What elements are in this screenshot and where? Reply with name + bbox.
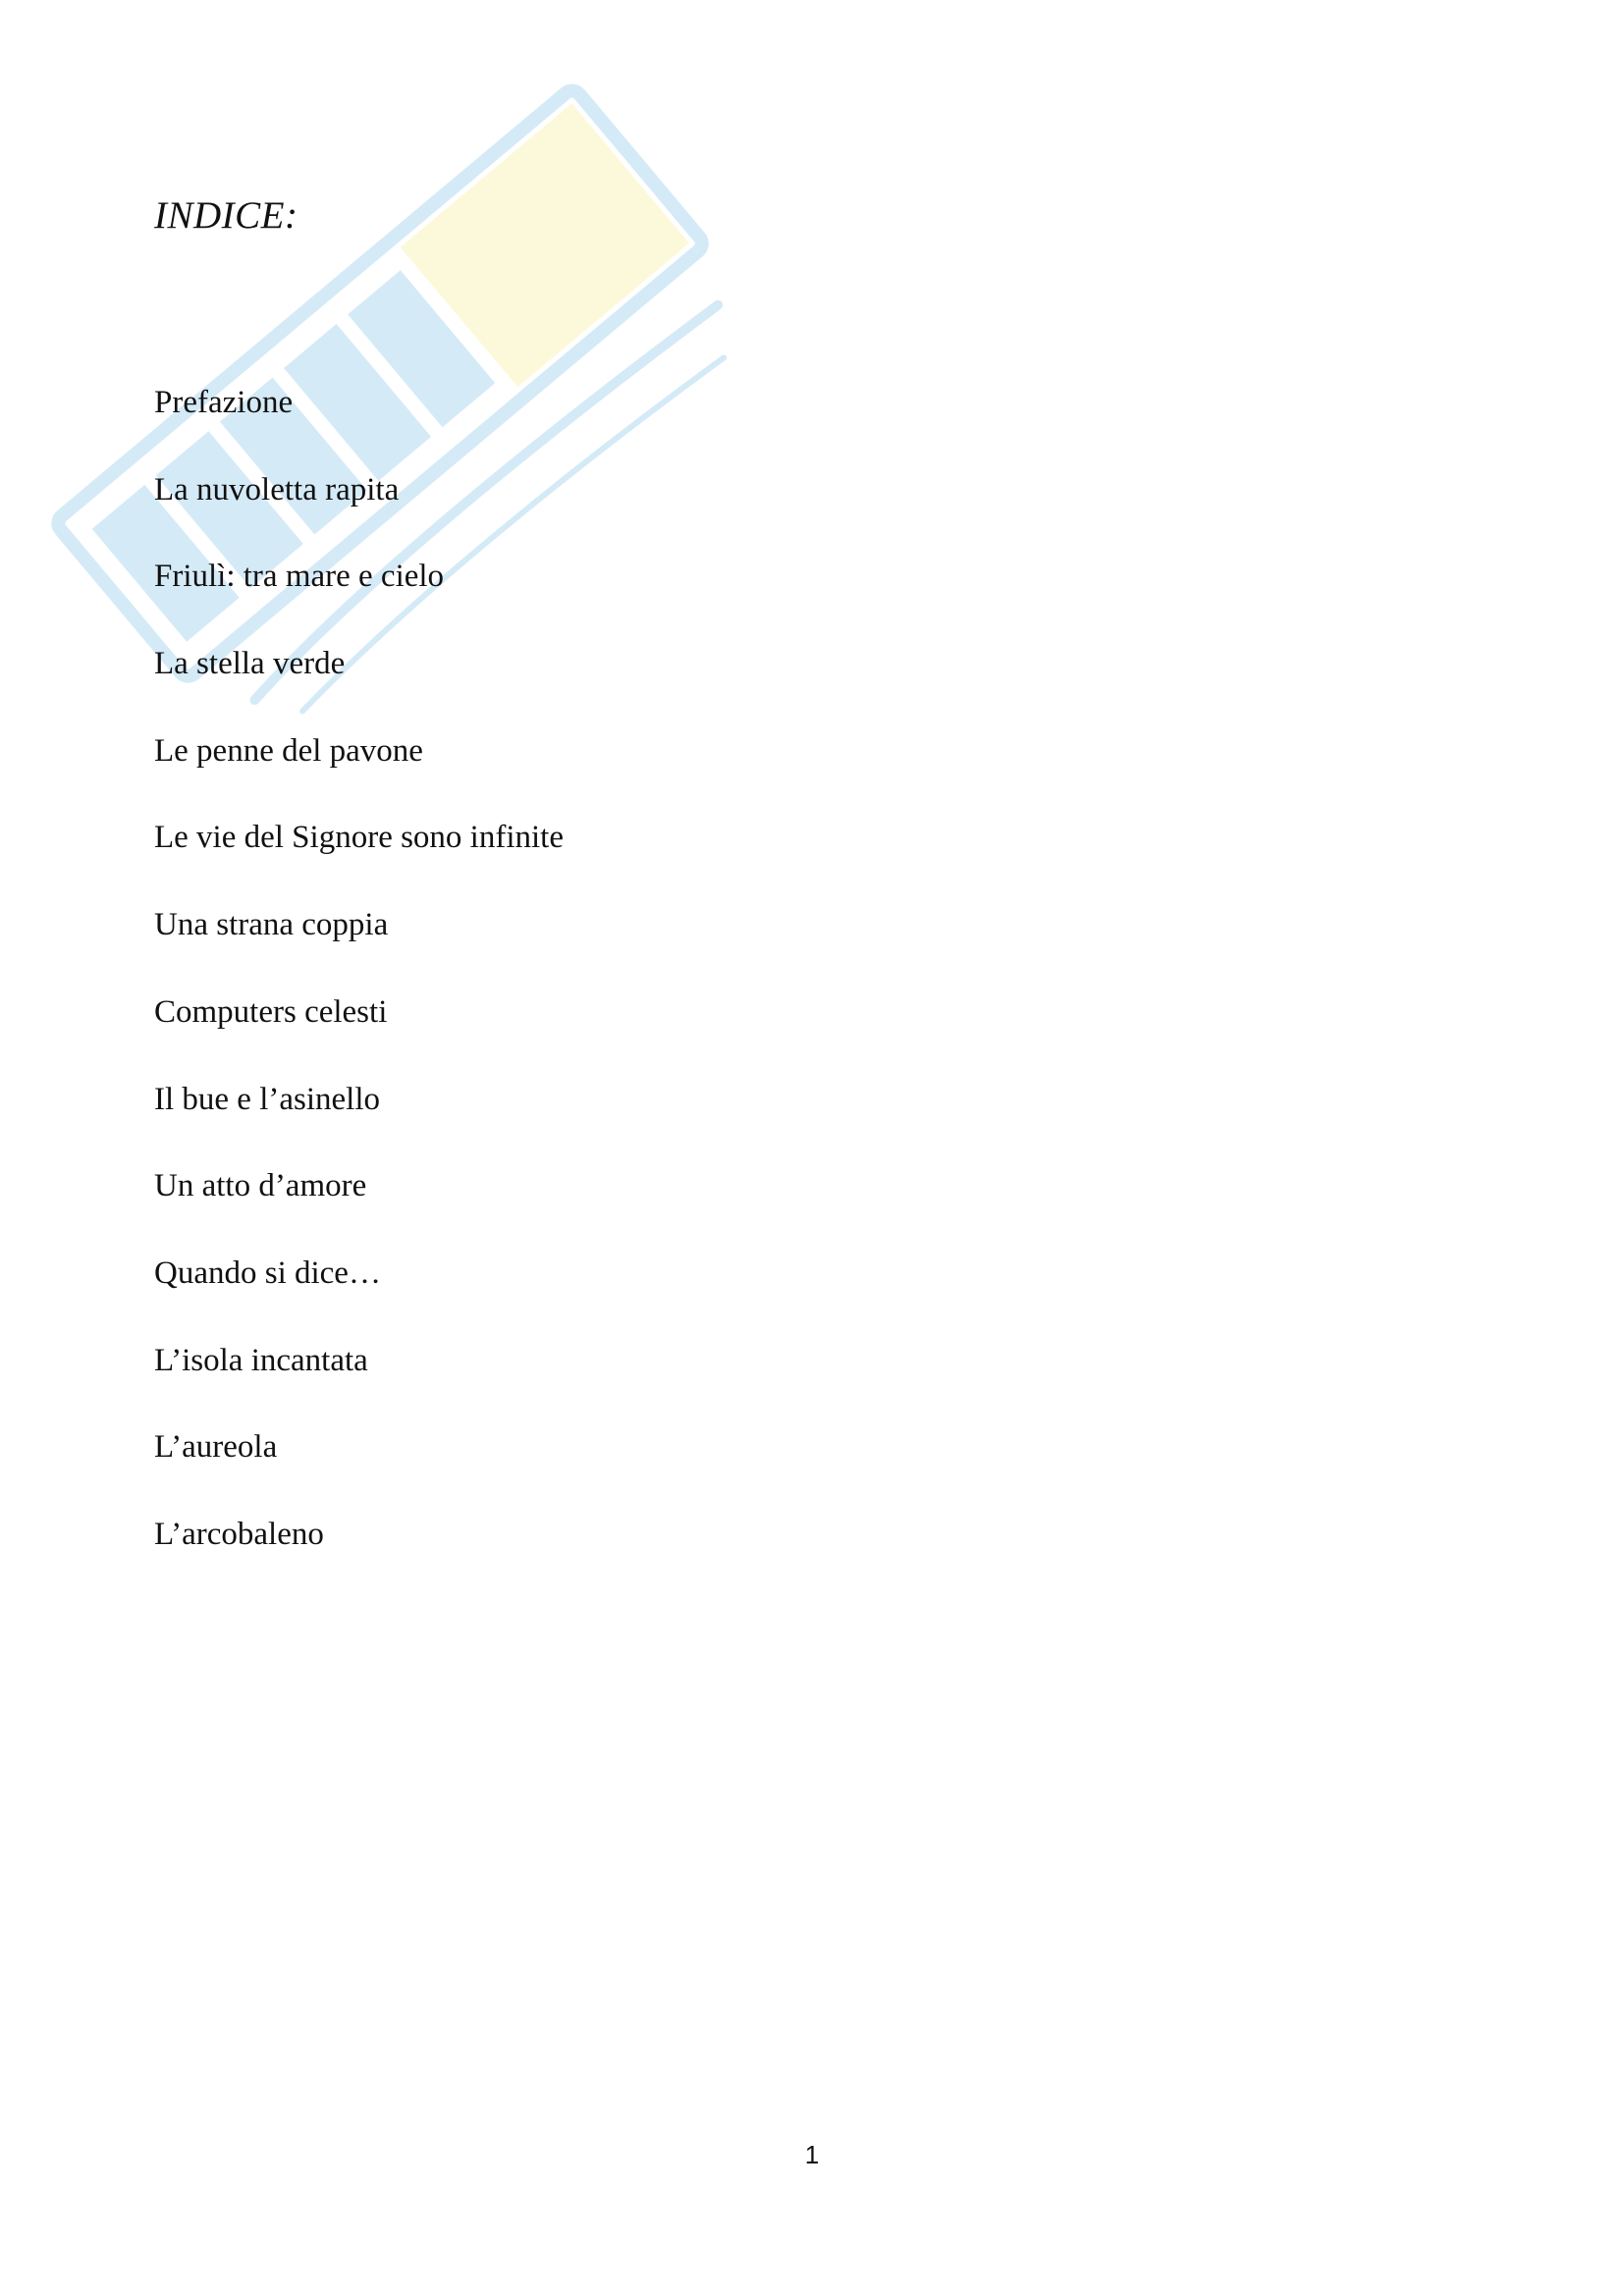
toc-entry: Il bue e l’asinello	[154, 1081, 381, 1117]
toc-entry: Quando si dice…	[154, 1255, 381, 1291]
index-heading: INDICE:	[154, 194, 298, 237]
table-of-contents	[154, 383, 564, 1602]
toc-entry: L’isola incantata	[154, 1342, 368, 1378]
toc-entry: Le penne del pavone	[154, 732, 423, 769]
toc-entry: Computers celesti	[154, 993, 388, 1030]
toc-entry: La stella verde	[154, 646, 346, 682]
toc-entry: L’arcobaleno	[154, 1516, 324, 1552]
toc-entry: Prefazione	[154, 385, 294, 420]
toc-entry: La nuvoletta rapita	[154, 471, 400, 507]
toc-entry: Un atto d’amore	[154, 1168, 367, 1204]
toc-entry: L’aureola	[154, 1429, 278, 1466]
toc-entry: Una strana coppia	[154, 907, 389, 943]
toc-entry: Friulì: tra mare e cielo	[154, 559, 445, 595]
toc-entry: Le vie del Signore sono infinite	[154, 820, 564, 856]
page-number: 1	[804, 2140, 820, 2169]
